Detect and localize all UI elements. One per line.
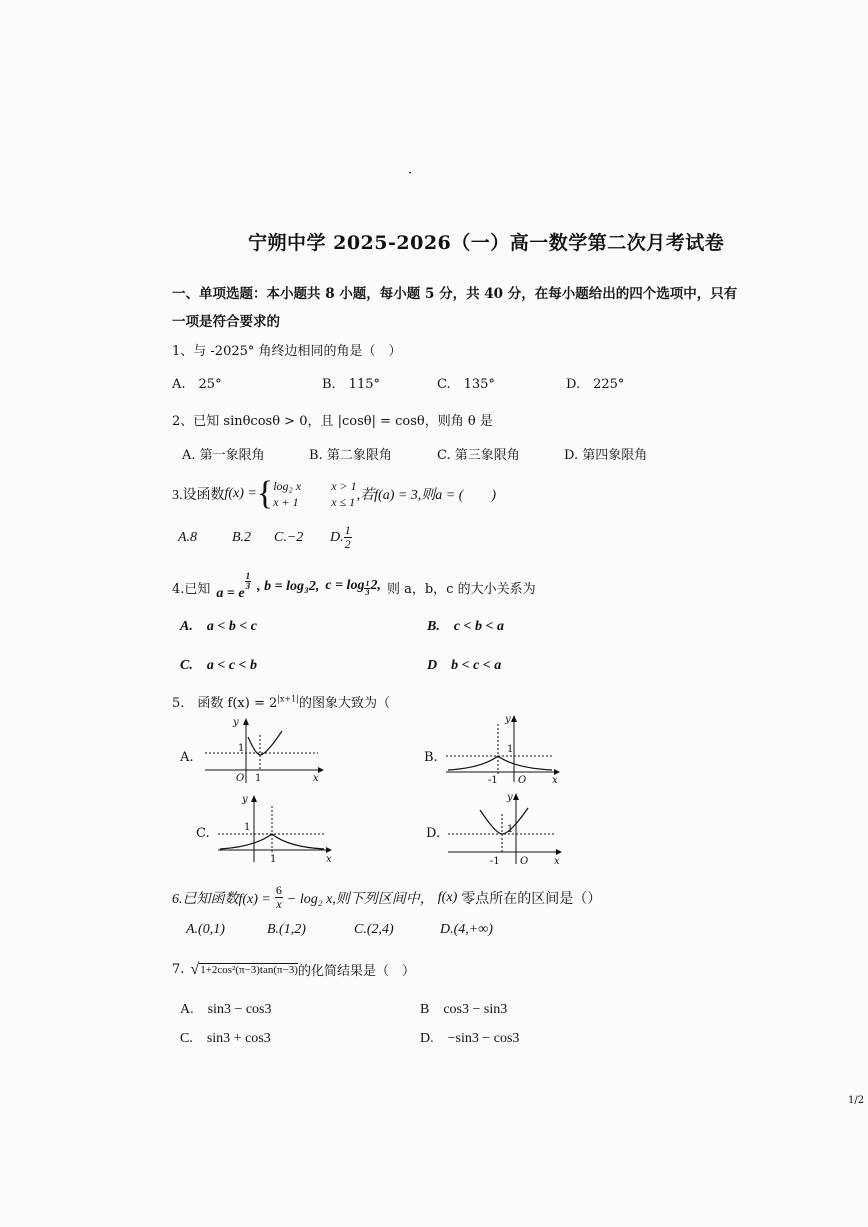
q4-option-a: A. a < b < c: [180, 619, 258, 634]
q6-stem: [172, 884, 601, 911]
q2-option-d: D. 第四象限角: [564, 448, 648, 463]
q3-option-d-fraction: [344, 524, 352, 551]
svg-text:y: y: [233, 717, 239, 728]
q3-d-den: 2: [344, 537, 351, 551]
svg-text:O: O: [518, 775, 527, 784]
q4-a-exp-num: 1: [245, 571, 251, 581]
q5-stem-tail: 的图象大致为（: [298, 696, 390, 711]
svg-text:1: 1: [244, 822, 251, 833]
sqrt-icon: √: [190, 960, 200, 978]
svg-text:O: O: [520, 856, 529, 866]
q5-option-c-label: C.: [196, 826, 210, 841]
q4-a-exponent: [245, 572, 252, 591]
q4-a-expr: [216, 572, 251, 602]
section-heading-line2: 一项是符合要求的: [172, 314, 280, 330]
q7-option-d: D. −sin3 − cos3: [420, 1031, 520, 1046]
svg-text:O: O: [236, 773, 245, 784]
q1-option-c: C. 135°: [437, 377, 495, 392]
q6-option-d: D.(4,+∞): [440, 922, 493, 937]
q4-suffix: 则 a，b，c 的大小关系为: [386, 581, 536, 597]
q6-option-b: B.(1,2): [267, 922, 306, 937]
q1-option-b: B. 115°: [322, 377, 380, 392]
q3-brace: {: [256, 475, 274, 512]
q7-radicand: 1+2cos²(π−3)tan(π−3): [200, 964, 298, 976]
scan-dot: ·: [408, 166, 413, 181]
q5-stem: [172, 692, 390, 711]
q6-option-c: C.(2,4): [354, 922, 394, 937]
q6-option-a: A.(0,1): [186, 922, 225, 937]
q3-option-a: A.8: [178, 530, 198, 545]
q7-stem: [172, 960, 415, 979]
q4-a-exp-den: 3: [245, 581, 251, 591]
q7-option-b: B cos3 − sin3: [420, 1002, 508, 1017]
q4-option-c: C. a < c < b: [180, 658, 258, 673]
q6-fraction: [275, 884, 283, 911]
q3-case2-expr: x + 1: [273, 495, 299, 509]
svg-text:y: y: [507, 792, 513, 803]
q1-option-a: A. 25°: [172, 377, 222, 392]
q5-graph-d: [444, 790, 566, 866]
q5-exponent: |x+1|: [277, 694, 299, 704]
q7-option-a: A. sin3 − cos3: [180, 1002, 272, 1017]
q1-stem: 1、与 -2025° 角终边相同的角是（ ）: [172, 344, 402, 359]
q3-option-d-label: D.: [330, 529, 344, 545]
q5-graph-b: [442, 712, 562, 784]
q4-option-b: B. c < b < a: [427, 619, 505, 634]
svg-text:x: x: [552, 775, 558, 784]
q6-mid: − log₂ x,则下列区间中，: [286, 891, 434, 907]
section-heading-line1: 一、单项选题：本小题共 8 小题，每小题 5 分，共 40 分，在每小题给出的四个选项中，只有: [172, 286, 738, 302]
q3-case1-expr: log₂ x: [273, 479, 302, 493]
q5-stem-text: 5. 函数 f(x) = 2: [172, 696, 278, 711]
q6-suffix: 零点所在的区间是（）: [461, 891, 602, 907]
q1-option-d: D. 225°: [566, 377, 625, 392]
svg-text:1: 1: [270, 854, 277, 864]
svg-text:-1: -1: [490, 856, 500, 866]
svg-text:x: x: [326, 854, 332, 864]
svg-text:-1: -1: [488, 775, 498, 784]
q6-frac-den: x: [276, 897, 282, 911]
q5-option-b-label: B.: [424, 750, 438, 765]
q2-option-a: A. 第一象限角: [182, 448, 265, 463]
q4-b-expr: , b = log₃2,: [257, 579, 320, 594]
q3-piecewise: [273, 478, 356, 510]
q4-c-base-num: 1: [365, 578, 370, 588]
svg-text:y: y: [505, 714, 511, 725]
q4-prefix: 4.已知: [172, 581, 211, 597]
q4-c-base-den: 3: [365, 587, 370, 597]
page-number-edge: 1/2: [848, 1095, 865, 1106]
q5-option-d-label: D.: [426, 826, 441, 841]
q4-c-expr: [325, 578, 381, 597]
q3-suffix: ,若f(a) = 3,则a = ( ): [356, 488, 497, 503]
q3-case2-cond: x ≤ 1: [331, 495, 356, 509]
q3-prefix: 3.设函数: [172, 488, 225, 503]
svg-text:x: x: [313, 773, 319, 784]
q5-graph-c: [214, 792, 336, 864]
q4-c-log: c = log: [325, 577, 365, 593]
q3-d-num: 1: [344, 523, 351, 537]
q4-option-d: D b < c < a: [427, 658, 502, 673]
svg-text:1: 1: [238, 743, 245, 754]
q2-stem: 2、已知 sinθcosθ > 0，且 |cosθ| = cosθ，则角 θ 是: [172, 414, 493, 429]
exam-title: 宁朔中学 2025-2026（一）高一数学第二次月考试卷: [248, 232, 725, 254]
q6-frac-num: 6: [275, 883, 282, 897]
q4-a-base: a = e: [216, 586, 245, 601]
svg-text:1: 1: [507, 824, 514, 835]
q2-option-c: C. 第三象限角: [437, 448, 520, 463]
q3-option-c: C.−2: [274, 530, 304, 545]
q7-prefix: 7.: [172, 962, 185, 977]
svg-text:x: x: [554, 856, 560, 866]
q5-graph-a: [200, 715, 325, 785]
q3-fx: f(x) =: [224, 486, 257, 501]
q7-option-c: C. sin3 + cos3: [180, 1031, 271, 1046]
q6-fx: f(x): [437, 889, 458, 905]
svg-text:1: 1: [255, 773, 262, 784]
q3-option-b: B.2: [232, 530, 252, 545]
q3-option-d: [330, 524, 352, 551]
q3-case1-cond: x > 1: [331, 479, 357, 493]
q2-option-b: B. 第二象限角: [309, 448, 392, 463]
q6-prefix: 6.已知函数f(x) =: [172, 891, 271, 907]
q4-stem: [172, 572, 536, 602]
q7-suffix: 的化简结果是（ ）: [297, 964, 415, 979]
q3-stem: [172, 474, 496, 514]
svg-text:y: y: [242, 794, 248, 805]
svg-text:1: 1: [507, 744, 514, 755]
q5-option-a-label: A.: [180, 750, 194, 765]
q4-c-tail: 2,: [370, 577, 381, 593]
